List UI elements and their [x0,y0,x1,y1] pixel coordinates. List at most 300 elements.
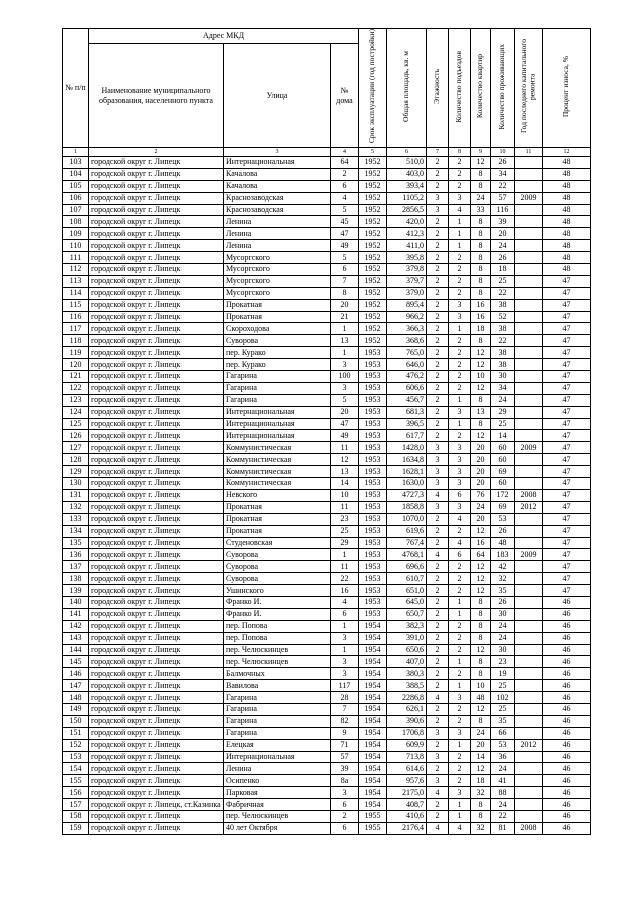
table-row [63,252,591,264]
cell-street: Франко И. [224,608,331,620]
cell-residents: 35 [491,715,515,727]
cell-floors: 2 [427,739,449,751]
cell-repair-year [515,287,543,299]
cell-area: 382,3 [387,620,427,632]
table-row [63,573,591,585]
cell-repair-year [515,454,543,466]
cell-street: Коммунистическая [224,442,331,454]
cell-repair-year [515,680,543,692]
cell-street: Студеновская [224,537,331,549]
cell-year: 1952 [359,216,387,228]
cell-wear: 47 [543,478,591,490]
table-row [63,799,591,811]
cell-num: 124 [63,406,89,418]
cell-floors: 2 [427,799,449,811]
cell-entrances: 2 [449,703,471,715]
cell-street: Прокатная [224,311,331,323]
cell-residents: 38 [491,323,515,335]
cell-apartments: 20 [471,466,491,478]
cell-municipality: городской округ г. Липецк [89,501,224,513]
cell-house: 20 [331,299,359,311]
cell-repair-year [515,168,543,180]
cell-entrances: 3 [449,406,471,418]
cell-year: 1954 [359,656,387,668]
cell-apartments: 12 [471,347,491,359]
cell-year: 1952 [359,168,387,180]
cell-wear: 48 [543,252,591,264]
cell-floors: 2 [427,525,449,537]
cell-entrances: 1 [449,656,471,668]
cell-street: Интернациональная [224,157,331,169]
cell-entrances: 2 [449,668,471,680]
cell-num: 144 [63,644,89,656]
table-row [63,371,591,383]
cell-residents: 22 [491,335,515,347]
table-row [63,489,591,501]
cell-residents: 24 [491,394,515,406]
cell-municipality: городской округ г. Липецк [89,787,224,799]
cell-apartments: 64 [471,549,491,561]
cell-num: 143 [63,632,89,644]
cell-num: 113 [63,275,89,287]
cell-repair-year [515,430,543,442]
header-residents: Количество проживающих [491,29,515,148]
cell-area: 4768,1 [387,549,427,561]
cell-floors: 2 [427,608,449,620]
cell-area: 2856,5 [387,204,427,216]
cell-entrances: 1 [449,799,471,811]
cell-num: 159 [63,822,89,834]
cell-wear: 47 [543,359,591,371]
table-row [63,644,591,656]
table-row [63,382,591,394]
cell-house: 117 [331,680,359,692]
cell-house: 49 [331,430,359,442]
cell-house: 8а [331,775,359,787]
cell-wear: 46 [543,775,591,787]
cell-street: Качалова [224,168,331,180]
cell-house: 11 [331,501,359,513]
cell-area: 390,6 [387,715,427,727]
cell-street: Гагарина [224,382,331,394]
cell-entrances: 2 [449,168,471,180]
cell-num: 131 [63,489,89,501]
cell-wear: 46 [543,799,591,811]
cell-floors: 2 [427,228,449,240]
cell-street: Коммунистическая [224,478,331,490]
cell-year: 1953 [359,454,387,466]
cell-house: 5 [331,394,359,406]
cell-entrances: 3 [449,466,471,478]
cell-wear: 46 [543,668,591,680]
cell-repair-year [515,299,543,311]
cell-floors: 4 [427,787,449,799]
cell-year: 1954 [359,692,387,704]
cell-entrances: 2 [449,620,471,632]
cell-floors: 3 [427,192,449,204]
cell-wear: 47 [543,430,591,442]
cell-wear: 48 [543,228,591,240]
cell-residents: 36 [491,751,515,763]
cell-apartments: 8 [471,168,491,180]
cell-apartments: 20 [471,478,491,490]
cell-municipality: городской округ г. Липецк [89,478,224,490]
cell-repair-year [515,525,543,537]
column-index: 2 [89,148,224,157]
table-row [63,810,591,822]
cell-street: Коммунистическая [224,454,331,466]
cell-wear: 46 [543,787,591,799]
cell-floors: 2 [427,513,449,525]
cell-municipality: городской округ г. Липецк [89,573,224,585]
cell-residents: 172 [491,489,515,501]
cell-entrances: 2 [449,264,471,276]
cell-num: 115 [63,299,89,311]
cell-municipality: городской округ г. Липецк [89,204,224,216]
cell-area: 646,0 [387,359,427,371]
cell-wear: 46 [543,822,591,834]
cell-floors: 2 [427,382,449,394]
cell-area: 606,6 [387,382,427,394]
cell-floors: 3 [427,775,449,787]
mkd-table [62,28,591,835]
cell-area: 1706,8 [387,727,427,739]
cell-apartments: 24 [471,727,491,739]
cell-repair-year [515,240,543,252]
column-index: 12 [543,148,591,157]
cell-residents: 26 [491,252,515,264]
cell-floors: 2 [427,264,449,276]
cell-apartments: 12 [471,644,491,656]
cell-entrances: 2 [449,632,471,644]
cell-residents: 60 [491,478,515,490]
cell-area: 396,5 [387,418,427,430]
cell-apartments: 18 [471,323,491,335]
cell-municipality: городской округ г. Липецк [89,585,224,597]
cell-floors: 4 [427,822,449,834]
cell-area: 2176,4 [387,822,427,834]
cell-apartments: 33 [471,204,491,216]
cell-num: 138 [63,573,89,585]
table-row [63,727,591,739]
cell-residents: 14 [491,430,515,442]
cell-house: 2 [331,810,359,822]
cell-entrances: 1 [449,216,471,228]
cell-municipality: городской округ г. Липецк [89,454,224,466]
cell-num: 139 [63,585,89,597]
header-entrances: Количество подъездов [449,29,471,148]
cell-num: 158 [63,810,89,822]
cell-area: 380,3 [387,668,427,680]
cell-street: Интернациональная [224,430,331,442]
cell-num: 118 [63,335,89,347]
cell-wear: 46 [543,692,591,704]
cell-repair-year [515,228,543,240]
cell-municipality: городской округ г. Липецк [89,323,224,335]
cell-apartments: 8 [471,656,491,668]
cell-area: 626,1 [387,703,427,715]
cell-area: 420,0 [387,216,427,228]
cell-municipality: городской округ г. Липецк [89,644,224,656]
cell-floors: 2 [427,299,449,311]
cell-repair-year [515,561,543,573]
cell-municipality: городской округ г. Липецк [89,371,224,383]
cell-entrances: 3 [449,299,471,311]
cell-year: 1954 [359,620,387,632]
cell-repair-year [515,394,543,406]
cell-wear: 46 [543,644,591,656]
cell-area: 765,0 [387,347,427,359]
cell-street: Качалова [224,180,331,192]
cell-wear: 47 [543,382,591,394]
cell-floors: 2 [427,620,449,632]
cell-house: 23 [331,513,359,525]
cell-entrances: 2 [449,359,471,371]
cell-house: 100 [331,371,359,383]
cell-wear: 48 [543,168,591,180]
table-row [63,561,591,573]
cell-wear: 47 [543,561,591,573]
cell-year: 1953 [359,513,387,525]
cell-residents: 30 [491,644,515,656]
cell-residents: 60 [491,454,515,466]
cell-repair-year [515,608,543,620]
cell-street: Франко И. [224,596,331,608]
cell-year: 1953 [359,573,387,585]
cell-year: 1953 [359,371,387,383]
cell-municipality: городской округ г. Липецк [89,275,224,287]
cell-repair-year [515,180,543,192]
cell-street: Фабричная [224,799,331,811]
cell-house: 3 [331,656,359,668]
cell-num: 110 [63,240,89,252]
cell-street: Вавилова [224,680,331,692]
cell-entrances: 2 [449,157,471,169]
cell-num: 109 [63,228,89,240]
cell-street: Елецкая [224,739,331,751]
cell-residents: 102 [491,692,515,704]
cell-num: 117 [63,323,89,335]
cell-year: 1954 [359,703,387,715]
cell-year: 1952 [359,157,387,169]
cell-year: 1954 [359,644,387,656]
cell-year: 1952 [359,180,387,192]
cell-apartments: 10 [471,680,491,692]
cell-year: 1953 [359,549,387,561]
cell-house: 9 [331,727,359,739]
cell-municipality: городской округ г. Липецк [89,608,224,620]
cell-repair-year [515,775,543,787]
cell-wear: 47 [543,585,591,597]
cell-floors: 2 [427,585,449,597]
table-row [63,264,591,276]
cell-wear: 46 [543,608,591,620]
cell-house: 82 [331,715,359,727]
cell-residents: 69 [491,501,515,513]
cell-entrances: 2 [449,275,471,287]
table-row [63,157,591,169]
cell-apartments: 8 [471,252,491,264]
cell-residents: 30 [491,608,515,620]
table-row [63,454,591,466]
cell-municipality: городской округ г. Липецк [89,739,224,751]
cell-repair-year [515,311,543,323]
cell-num: 107 [63,204,89,216]
cell-apartments: 8 [471,668,491,680]
cell-num: 111 [63,252,89,264]
column-index: 3 [224,148,331,157]
cell-street: Гагарина [224,394,331,406]
cell-apartments: 8 [471,275,491,287]
cell-floors: 3 [427,454,449,466]
cell-municipality: городской округ г. Липецк [89,430,224,442]
cell-area: 408,7 [387,799,427,811]
cell-num: 145 [63,656,89,668]
cell-area: 4727,3 [387,489,427,501]
cell-year: 1952 [359,299,387,311]
cell-repair-year [515,466,543,478]
cell-floors: 4 [427,692,449,704]
table-row [63,168,591,180]
table-body [63,157,591,835]
cell-num: 106 [63,192,89,204]
cell-year: 1954 [359,763,387,775]
cell-entrances: 2 [449,763,471,775]
cell-wear: 47 [543,454,591,466]
cell-house: 16 [331,585,359,597]
cell-floors: 4 [427,489,449,501]
cell-wear: 47 [543,525,591,537]
cell-entrances: 4 [449,537,471,549]
cell-municipality: городской округ г. Липецк [89,727,224,739]
cell-area: 366,3 [387,323,427,335]
cell-wear: 46 [543,680,591,692]
cell-entrances: 1 [449,596,471,608]
cell-apartments: 12 [471,359,491,371]
cell-wear: 47 [543,347,591,359]
cell-repair-year [515,585,543,597]
cell-residents: 26 [491,157,515,169]
cell-wear: 48 [543,180,591,192]
cell-entrances: 1 [449,608,471,620]
cell-wear: 48 [543,204,591,216]
cell-area: 410,6 [387,810,427,822]
cell-municipality: городской округ г. Липецк [89,180,224,192]
table-row [63,692,591,704]
cell-residents: 22 [491,180,515,192]
cell-area: 379,8 [387,264,427,276]
cell-area: 412,3 [387,228,427,240]
cell-wear: 47 [543,394,591,406]
cell-floors: 2 [427,394,449,406]
cell-num: 156 [63,787,89,799]
cell-entrances: 2 [449,644,471,656]
cell-apartments: 8 [471,715,491,727]
cell-area: 391,0 [387,632,427,644]
cell-floors: 3 [427,478,449,490]
cell-street: Гагарина [224,727,331,739]
cell-num: 134 [63,525,89,537]
cell-repair-year [515,478,543,490]
cell-house: 5 [331,252,359,264]
cell-num: 141 [63,608,89,620]
cell-wear: 47 [543,466,591,478]
cell-municipality: городской округ г. Липецк [89,466,224,478]
cell-street: Суворова [224,335,331,347]
cell-repair-year [515,799,543,811]
cell-num: 132 [63,501,89,513]
table-row [63,656,591,668]
cell-area: 681,3 [387,406,427,418]
cell-apartments: 12 [471,585,491,597]
cell-municipality: городской округ г. Липецк [89,537,224,549]
cell-floors: 2 [427,311,449,323]
cell-entrances: 3 [449,727,471,739]
cell-wear: 46 [543,632,591,644]
cell-house: 2 [331,168,359,180]
cell-num: 129 [63,466,89,478]
cell-repair-year [515,715,543,727]
cell-municipality: городской округ г. Липецк [89,252,224,264]
cell-area: 476,2 [387,371,427,383]
cell-repair-year [515,371,543,383]
cell-municipality: городской округ г. Липецк [89,335,224,347]
cell-residents: 38 [491,299,515,311]
cell-wear: 46 [543,656,591,668]
cell-repair-year [515,751,543,763]
cell-year: 1953 [359,561,387,573]
cell-floors: 2 [427,359,449,371]
cell-municipality: городской округ г. Липецк, ст.Казинка [89,799,224,811]
cell-house: 39 [331,763,359,775]
cell-apartments: 12 [471,703,491,715]
cell-wear: 47 [543,287,591,299]
cell-year: 1953 [359,359,387,371]
cell-street: Интернациональная [224,751,331,763]
cell-house: 7 [331,275,359,287]
cell-repair-year [515,763,543,775]
column-index: 7 [427,148,449,157]
cell-floors: 2 [427,347,449,359]
cell-municipality: городской округ г. Липецк [89,775,224,787]
cell-entrances: 2 [449,335,471,347]
cell-house: 71 [331,739,359,751]
cell-area: 2175,0 [387,787,427,799]
cell-apartments: 16 [471,537,491,549]
cell-apartments: 12 [471,763,491,775]
cell-repair-year [515,275,543,287]
cell-entrances: 3 [449,787,471,799]
cell-wear: 47 [543,442,591,454]
cell-num: 120 [63,359,89,371]
cell-apartments: 8 [471,335,491,347]
cell-repair-year [515,703,543,715]
cell-apartments: 14 [471,751,491,763]
cell-area: 966,2 [387,311,427,323]
cell-num: 116 [63,311,89,323]
cell-area: 713,8 [387,751,427,763]
column-index-row [63,148,591,157]
cell-residents: 24 [491,620,515,632]
cell-residents: 24 [491,799,515,811]
cell-entrances: 4 [449,822,471,834]
cell-house: 3 [331,787,359,799]
cell-residents: 35 [491,585,515,597]
cell-floors: 2 [427,656,449,668]
cell-year: 1953 [359,596,387,608]
cell-repair-year [515,727,543,739]
cell-apartments: 8 [471,799,491,811]
